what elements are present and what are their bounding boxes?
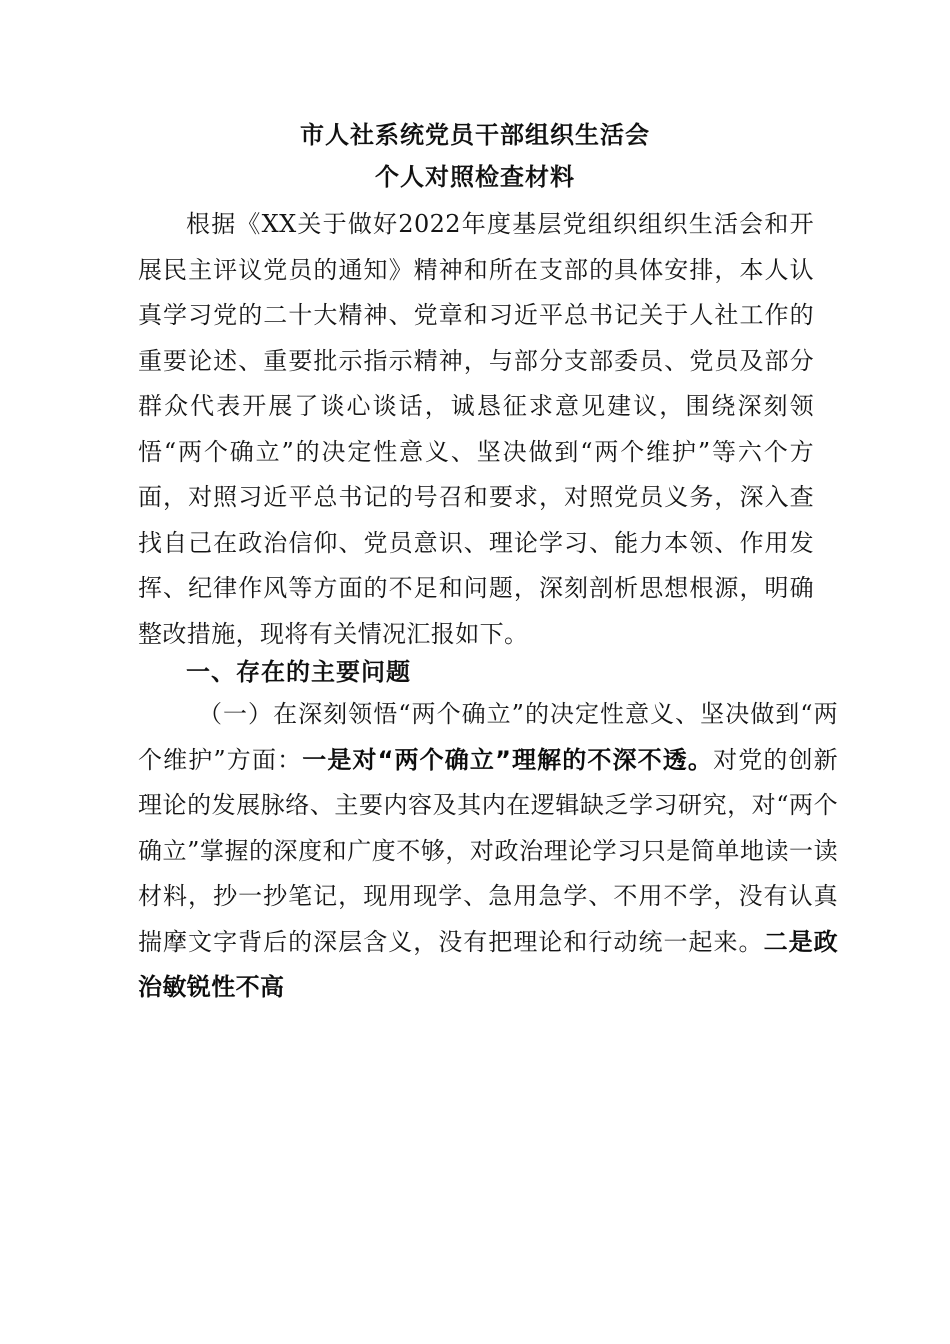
intro-paragraph: 根据《XX关于做好2022年度基层党组织组织生活会和开展民主评议党员的通知》精神和所在支部的具体安排，本人认真学习党的二十大精神、党章和习近平总书记关于人社工作的重要论述、重要批示指示精神，与部分支部委员、党员及部分群众代表开展了谈心谈话，诚恳征求意见建议，围绕深刻领悟“两个确立”的决定性意义、坚决做到“两个维护”等六个方面，对照习近平总书记的号召和要求，对照党员义务，深入查找自己在政治信仰、党员意识、理论学习、能力本领、作用发挥、纪律作风等方面的不足和问题，深刻剖析思想根源，明确整改措施，现将有关情况汇报如下。 xyxy=(138,210,814,648)
subsection-paragraph xyxy=(138,692,838,1011)
point-1-heading: 一是对“两个确立”理解的不深不透。 xyxy=(302,745,714,774)
section-heading-main-problems: 一、存在的主要问题 xyxy=(186,658,411,686)
point-2-heading: 二是政治敏锐性不高 xyxy=(138,927,839,1001)
point-1-text: 对党的创新理论的发展脉络、主要内容及其内在逻辑缺乏学习研究，对“两个确立”掌握的深度和广度不够，对政治理论学习只是简单地读一读材料，抄一抄笔记，现用现学、急用急学、不用不学，没有认真揣摩文字背后的深层含义，没有把理论和行动统一起来。 xyxy=(138,745,838,956)
document-title: 市人社系统党员干部组织生活会 xyxy=(300,121,650,149)
subsection-lead: （一）在深刻领悟“两个确立”的决定性意义、坚决做到“两个维护”方面： xyxy=(138,700,838,774)
document-subtitle: 个人对照检查材料 xyxy=(375,163,575,191)
